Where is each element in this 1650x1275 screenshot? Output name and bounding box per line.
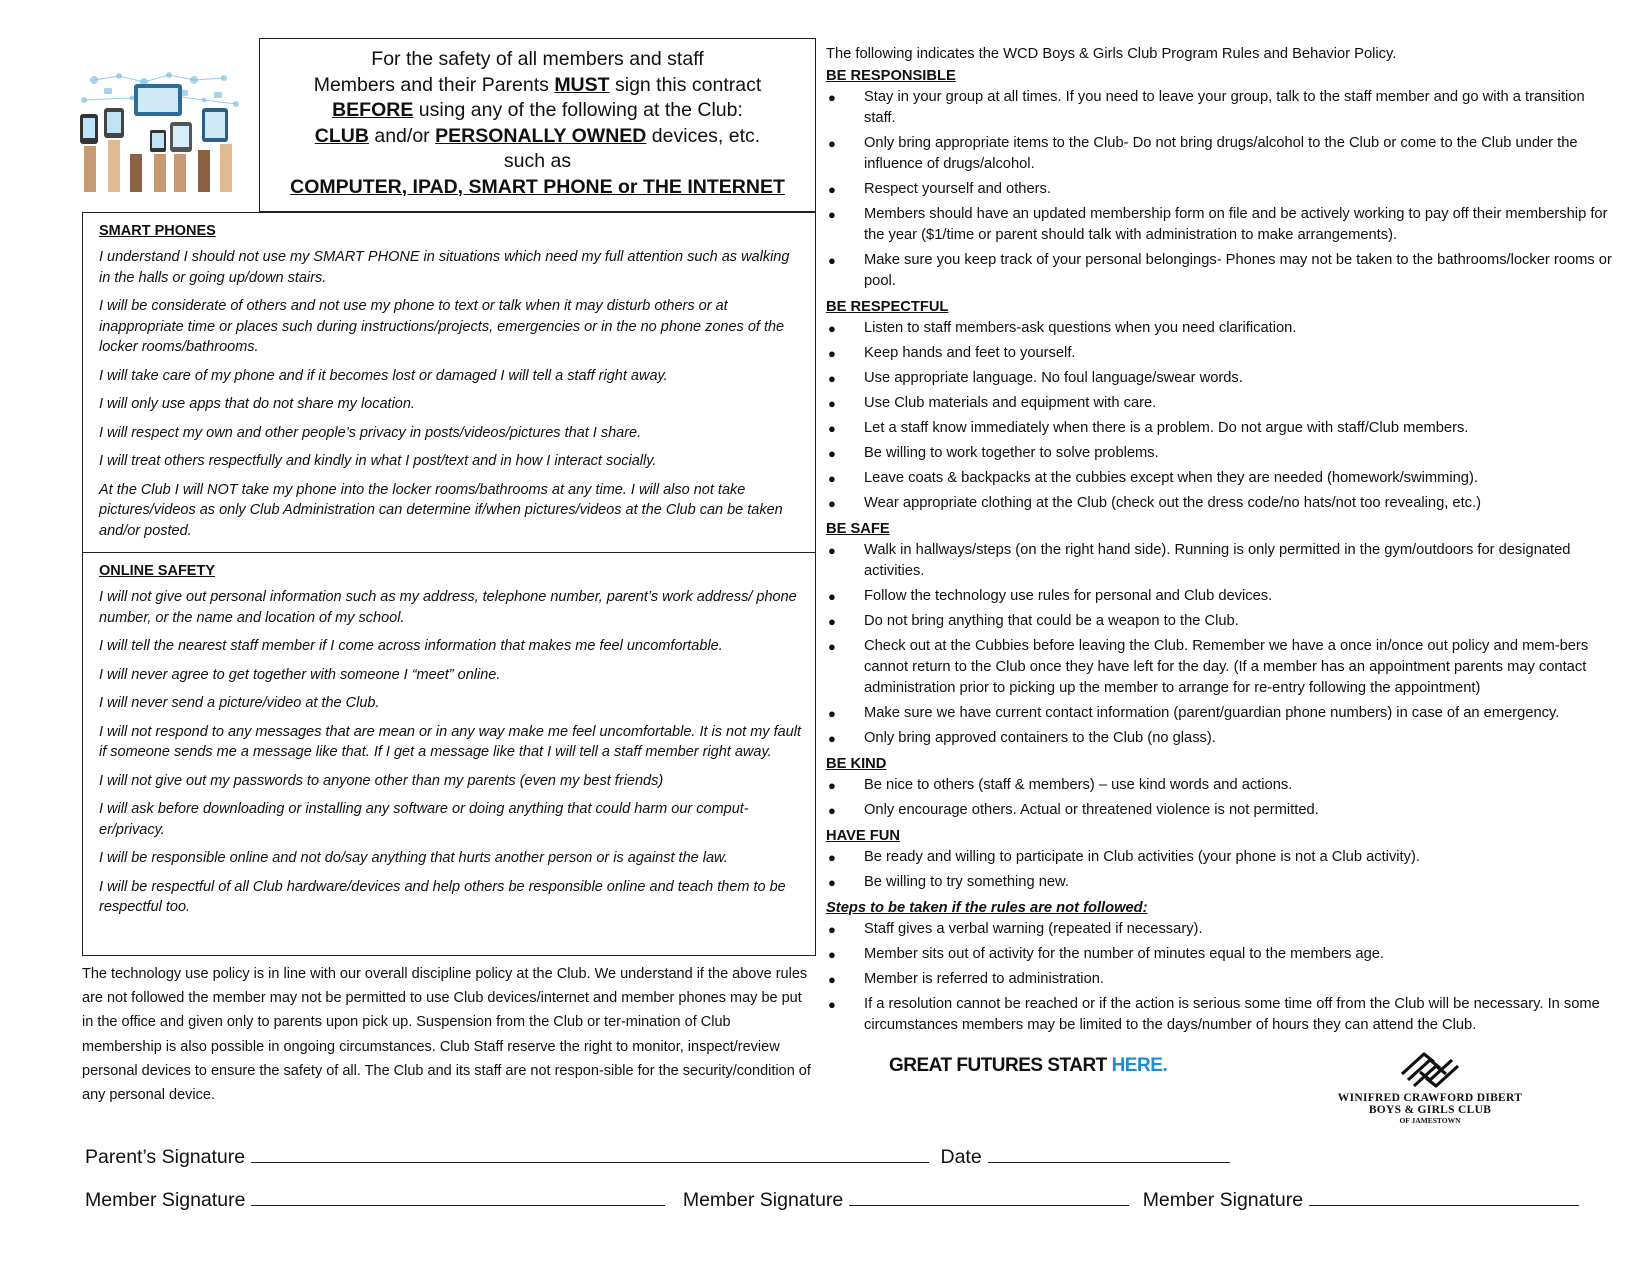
bullet-icon: ●	[828, 972, 836, 987]
member-signature-line[interactable]	[251, 1187, 665, 1206]
smart-phones-item: I will be considerate of others and not use my phone to text or talk when it may disturb others or at inappropriate time or places such during instructions/projects, emergencies or in the no phone zones of the locker rooms/bathrooms.	[99, 298, 785, 355]
bullet-icon: ●	[828, 371, 836, 386]
bullet-icon: ●	[828, 207, 836, 222]
rule-item-text: Respect yourself and others.	[864, 181, 1051, 197]
header-line-6: COMPUTER, IPAD, SMART PHONE or THE INTERNET	[290, 175, 785, 198]
rule-sections	[826, 65, 1616, 1036]
header-line-3: BEFORE using any of the following at the Club:	[332, 99, 743, 121]
club-logo	[1320, 1048, 1540, 1125]
smart-phones-item: At the Club I will NOT take my phone into the locker rooms/bathrooms at any time. I will also not take pictures/videos as only Club Administration can determine if/when pictures/videos at the Club can be taken and/or posted.	[99, 481, 783, 539]
bullet-icon: ●	[828, 396, 836, 411]
rule-item-text: Make sure you keep track of your personal belongings- Phones may not be taken to the bathrooms/locker rooms or pool.	[864, 252, 1612, 289]
bullet-icon: ●	[828, 543, 836, 558]
rule-item	[826, 493, 1616, 514]
rule-item-text: Staff gives a verbal warning (repeated if necessary).	[864, 921, 1203, 937]
rules-intro: The following indicates the WCD Boys & Girls Club Program Rules and Behavior Policy.	[826, 46, 1397, 62]
rule-item-text: Keep hands and feet to yourself.	[864, 345, 1076, 361]
rule-item-text: Be nice to others (staff & members) – use kind words and actions.	[864, 777, 1293, 793]
bullet-icon: ●	[828, 182, 836, 197]
rule-item-text: Use appropriate language. No foul language/swear words.	[864, 370, 1243, 386]
rule-item	[826, 969, 1616, 990]
rule-section-title: BE KIND	[826, 756, 887, 772]
rule-item-text: Be willing to work together to solve problems.	[864, 445, 1159, 461]
parent-signature-row	[85, 1144, 1230, 1169]
smart-phones-item: I will take care of my phone and if it becomes lost or damaged I will tell a staff right away.	[99, 367, 668, 384]
rule-item	[826, 703, 1616, 724]
rule-item	[826, 443, 1616, 464]
rule-list	[826, 318, 1616, 514]
online-safety-title: ONLINE SAFETY	[99, 563, 216, 579]
rule-item	[826, 636, 1616, 699]
rule-item	[826, 586, 1616, 607]
rule-item-text: If a resolution cannot be reached or if the action is serious some time off from the Club will be necessary. In some circumstances members may be limited to the days/number of hours they can attend the Club.	[864, 996, 1600, 1033]
rule-item	[826, 318, 1616, 339]
bullet-icon: ●	[828, 850, 836, 865]
club-name-line-1: WINIFRED CRAWFORD DIBERT	[1337, 1092, 1523, 1104]
rule-item-text: Follow the technology use rules for personal and Club devices.	[864, 588, 1273, 604]
rule-item	[826, 944, 1616, 965]
rule-item	[826, 468, 1616, 489]
contract-header-box	[259, 38, 816, 212]
member-signature-row	[85, 1187, 1579, 1212]
club-name-line-2: BOYS & GIRLS CLUB	[1368, 1104, 1492, 1116]
rule-item-text: Member sits out of activity for the number of minutes equal to the members age.	[864, 946, 1385, 962]
rule-item	[826, 204, 1616, 246]
member-signature-label: Member Signature	[85, 1189, 246, 1211]
rule-item-text: Only bring approved containers to the Club (no glass).	[864, 730, 1216, 746]
rule-item	[826, 728, 1616, 749]
rule-item-text: Use Club materials and equipment with care.	[864, 395, 1157, 411]
online-safety-item: I will never send a picture/video at the Club.	[99, 695, 380, 711]
rule-item-text: Check out at the Cubbies before leaving the Club. Remember we have a once in/once out policy and mem-bers cannot return to the Club once they have left for the day. (If a member has an appointment parents may contact administration prior to picking up the member to arrange for re-entry following the appointment)	[864, 638, 1589, 696]
rule-section-title: BE RESPECTFUL	[826, 299, 949, 315]
header-line-2: Members and their Parents MUST sign this contract	[313, 73, 762, 96]
bullet-icon: ●	[828, 922, 836, 937]
header-line-5: such as	[503, 150, 572, 172]
parent-signature-label: Parent’s Signature	[85, 1146, 246, 1168]
rule-section-title: BE RESPONSIBLE	[826, 68, 956, 84]
rule-item	[826, 250, 1616, 292]
member-signature-line[interactable]	[849, 1187, 1129, 1206]
online-safety-item: I will tell the nearest staff member if I come across information that makes me feel uncomfortable.	[99, 638, 723, 654]
club-name-line-3: OF JAMESTOWN	[1399, 1116, 1461, 1125]
rule-item	[826, 872, 1616, 893]
rule-item-text: Members should have an updated membership form on file and be actively working to pay off their membership for the year ($1/time or parent should talk with administration to make arrangements).	[864, 206, 1608, 243]
member-signature-label: Member Signature	[682, 1189, 844, 1211]
bullet-icon: ●	[828, 778, 836, 793]
rule-item	[826, 393, 1616, 414]
rule-item-text: Only encourage others. Actual or threatened violence is not permitted.	[864, 802, 1319, 818]
online-safety-item: I will not give out personal information such as my address, telephone number, parent’s work address/ phone number, or the name and location of my school.	[99, 589, 797, 626]
bullet-icon: ●	[828, 446, 836, 461]
bullet-icon: ●	[828, 471, 836, 486]
bullet-icon: ●	[828, 589, 836, 604]
bullet-icon: ●	[828, 875, 836, 890]
member-signature-label: Member Signature	[1142, 1189, 1304, 1211]
bullet-icon: ●	[828, 346, 836, 361]
rule-item-text: Stay in your group at all times. If you need to leave your group, talk to the staff member and go with a transition staff.	[864, 89, 1585, 126]
bullet-icon: ●	[828, 947, 836, 962]
rule-section-title: HAVE FUN	[826, 828, 900, 844]
date-label: Date	[940, 1146, 982, 1168]
rule-item	[826, 775, 1616, 796]
bullet-icon: ●	[828, 136, 836, 151]
agreement-panel	[82, 212, 816, 956]
rule-list	[826, 919, 1616, 1036]
rule-item	[826, 343, 1616, 364]
bullet-icon: ●	[828, 90, 836, 105]
bullet-icon: ●	[828, 496, 836, 511]
rule-list	[826, 775, 1616, 821]
header-line-4: CLUB and/or PERSONALLY OWNED devices, etc.	[314, 124, 761, 147]
bullet-icon: ●	[828, 614, 836, 629]
rule-item	[826, 800, 1616, 821]
rule-item	[826, 133, 1616, 175]
rule-section-title: BE SAFE	[826, 521, 890, 537]
rule-section-title: Steps to be taken if the rules are not followed:	[826, 900, 1148, 916]
smart-phones-section	[83, 213, 815, 553]
rule-item-text: Do not bring anything that could be a weapon to the Club.	[864, 613, 1239, 629]
rule-item-text: Wear appropriate clothing at the Club (check out the dress code/no hats/not too revealing, etc.)	[864, 495, 1481, 511]
rule-item-text: Be willing to try something new.	[864, 874, 1069, 890]
smart-phones-item: I will treat others respectfully and kindly in what I post/text and in how I interact socially.	[99, 453, 657, 469]
rule-item-text: Walk in hallways/steps (on the right hand side). Running is only permitted in the gym/outdoors for designated activities.	[864, 542, 1571, 579]
online-safety-item: I will never agree to get together with someone I “meet” online.	[99, 666, 501, 683]
online-safety-item: I will not respond to any messages that are mean or in any way make me feel uncomfortable. It is not my fault if someone sends me a message like that. If I get a message like that I will tell a staff member right away.	[99, 723, 801, 760]
date-line[interactable]	[988, 1144, 1230, 1163]
rule-item	[826, 611, 1616, 632]
rule-list	[826, 87, 1616, 292]
rule-item-text: Only bring appropriate items to the Club- Do not bring drugs/alcohol to the Club or come to the Club under the influence of drugs/alcohol.	[864, 135, 1578, 172]
bullet-icon: ●	[828, 253, 836, 268]
smart-phones-item: I will respect my own and other people’s privacy in posts/videos/pictures that I share.	[99, 424, 642, 441]
rule-item	[826, 87, 1616, 129]
rule-item	[826, 179, 1616, 200]
bullet-icon: ●	[828, 321, 836, 336]
rule-item-text: Make sure we have current contact information (parent/guardian phone numbers) in case of an emergency.	[864, 705, 1560, 721]
boys-girls-club-hands-icon	[1390, 1048, 1470, 1092]
rule-item	[826, 368, 1616, 389]
bullet-icon: ●	[828, 706, 836, 721]
rule-item-text: Listen to staff members-ask questions when you need clarification.	[864, 320, 1297, 336]
technology-policy-paragraph: The technology use policy is in line with our overall discipline policy at the Club. We understand if the above rules are not followed the member may not be permitted to use Club devices/internet and member phones may be put in the office and given only to parents upon pick up. Suspension from the Club or ter-mination of Club membership is also possible in ongoing circumstances. Club Staff reserve the right to monitor, inspect/review personal devices to ensure the safety of all. The Club and its staff are not respon-sible for the security/condition of any personal device.	[82, 966, 811, 1104]
rule-item	[826, 418, 1616, 439]
rule-item	[826, 994, 1616, 1036]
parent-signature-line[interactable]	[251, 1144, 929, 1163]
rule-item-text: Be ready and willing to participate in Club activities (your phone is not a Club activity).	[864, 849, 1420, 865]
bullet-icon: ●	[828, 731, 836, 746]
smart-phones-item: I will only use apps that do not share my location.	[99, 396, 415, 412]
smart-phones-title: SMART PHONES	[99, 223, 216, 239]
rule-item	[826, 540, 1616, 582]
technology-hands-illustration	[74, 70, 246, 192]
rule-item-text: Member is referred to administration.	[864, 971, 1104, 987]
smart-phones-item: I understand I should not use my SMART PHONE in situations which need my full attention such as walking in the halls or going up/down stairs.	[99, 249, 790, 286]
online-safety-item: I will ask before downloading or installing any software or doing anything that could harm our comput-er/privacy.	[99, 801, 749, 838]
program-rules-column	[826, 43, 1616, 1040]
online-safety-item: I will be respectful of all Club hardware/devices and help others be responsible online and teach them to be respectful too.	[99, 878, 786, 915]
online-safety-section	[83, 553, 815, 955]
rule-list	[826, 540, 1616, 749]
great-futures-tagline: GREAT FUTURES START HERE.	[889, 1055, 1168, 1076]
rule-item	[826, 847, 1616, 868]
bullet-icon: ●	[828, 997, 836, 1012]
rule-item	[826, 919, 1616, 940]
rule-item-text: Leave coats & backpacks at the cubbies except when they are needed (homework/swimming).	[864, 470, 1478, 486]
online-safety-item: I will be responsible online and not do/say anything that hurts another person or is against the law.	[99, 850, 728, 866]
header-line-1: For the safety of all members and staff	[371, 48, 704, 70]
member-signature-line[interactable]	[1309, 1187, 1579, 1206]
bullet-icon: ●	[828, 803, 836, 818]
tagline-here: HERE.	[1111, 1055, 1168, 1076]
online-safety-item: I will not give out my passwords to anyone other than my parents (even my best friends)	[99, 772, 664, 789]
bullet-icon: ●	[828, 639, 836, 654]
rule-item-text: Let a staff know immediately when there is a problem. Do not argue with staff/Club members.	[864, 420, 1469, 436]
bullet-icon: ●	[828, 421, 836, 436]
rule-list	[826, 847, 1616, 893]
